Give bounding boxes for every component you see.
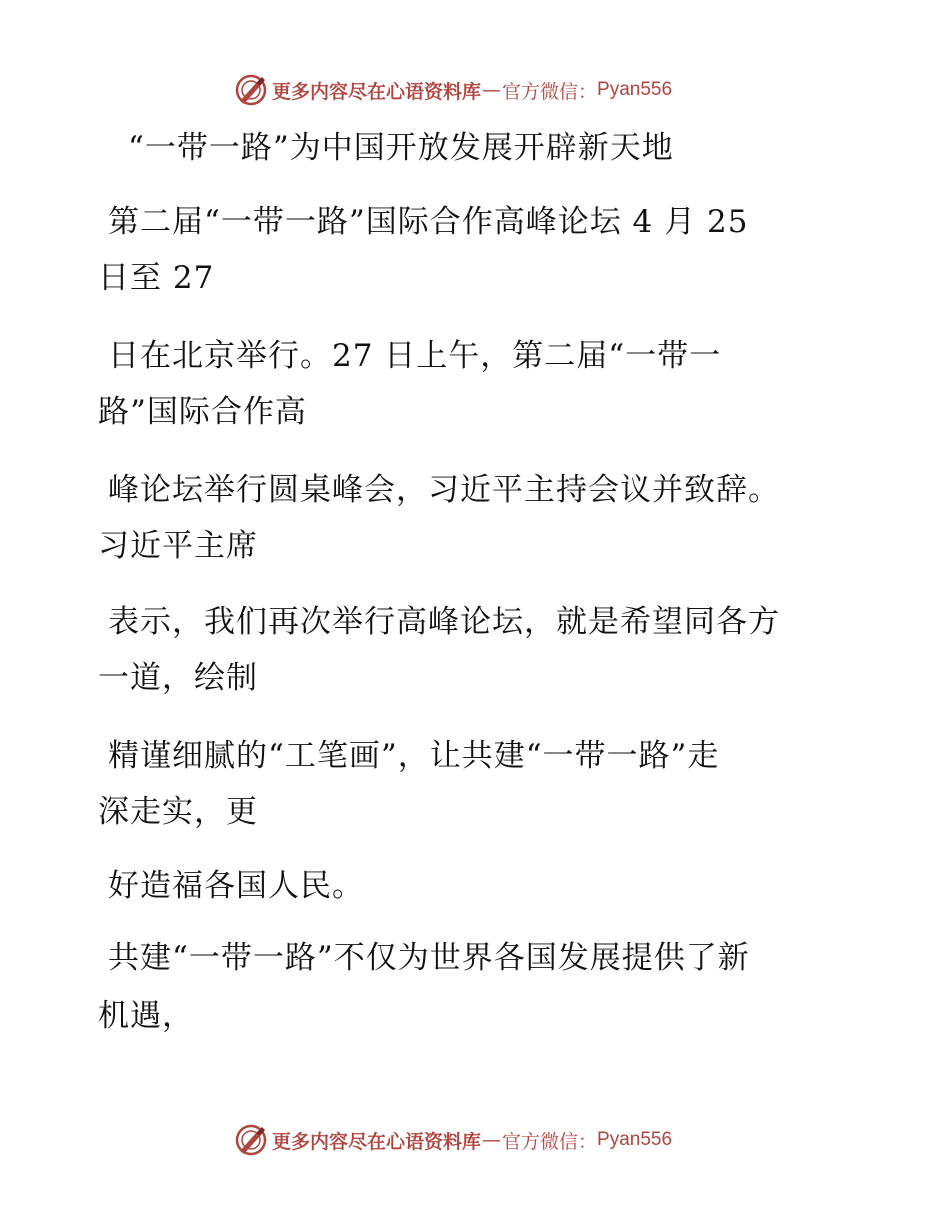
paragraph-line: 一道，绘制 — [98, 660, 258, 696]
paragraph-line: 峰论坛举行圆桌峰会，习近平主持会议并致辞。 — [108, 472, 780, 508]
paragraph-line: 深走实，更 — [98, 794, 258, 830]
document-title: “一带一路”为中国开放发展开辟新天地 — [128, 130, 674, 166]
watermark-site-text: 更多内容尽在心语资料库 — [272, 80, 482, 103]
watermark-label: 官方微信： — [502, 80, 598, 103]
pen-logo-icon — [234, 1123, 268, 1157]
pen-logo-icon — [234, 73, 268, 107]
paragraph-line: 机遇， — [98, 998, 194, 1034]
paragraph-line: 表示，我们再次举行高峰论坛，就是希望同各方 — [108, 604, 780, 640]
paragraph-line: 第二届“一带一路”国际合作高峰论坛 4 月 25 — [108, 204, 749, 240]
watermark-wechat-id: Pyan556 — [597, 1129, 673, 1150]
watermark-dash: — — [482, 1129, 502, 1151]
paragraph-line: 习近平主席 — [98, 528, 258, 564]
watermark-site-text: 更多内容尽在心语资料库 — [272, 1130, 482, 1153]
watermark-wechat-id: Pyan556 — [597, 79, 673, 100]
paragraph-line: 日至 27 — [98, 260, 215, 296]
watermark-dash: — — [482, 79, 502, 101]
paragraph-line: 日在北京举行。27 日上午，第二届“一带一 — [108, 338, 722, 374]
paragraph-line: 路”国际合作高 — [98, 394, 307, 430]
paragraph-line: 共建“一带一路”不仅为世界各国发展提供了新 — [108, 940, 750, 976]
header-watermark — [234, 72, 672, 108]
footer-watermark — [234, 1122, 672, 1158]
paragraph-line: 好造福各国人民。 — [108, 868, 364, 904]
paragraph-line: 精谨细腻的“工笔画”，让共建“一带一路”走 — [108, 738, 720, 774]
watermark-label: 官方微信： — [502, 1130, 598, 1153]
